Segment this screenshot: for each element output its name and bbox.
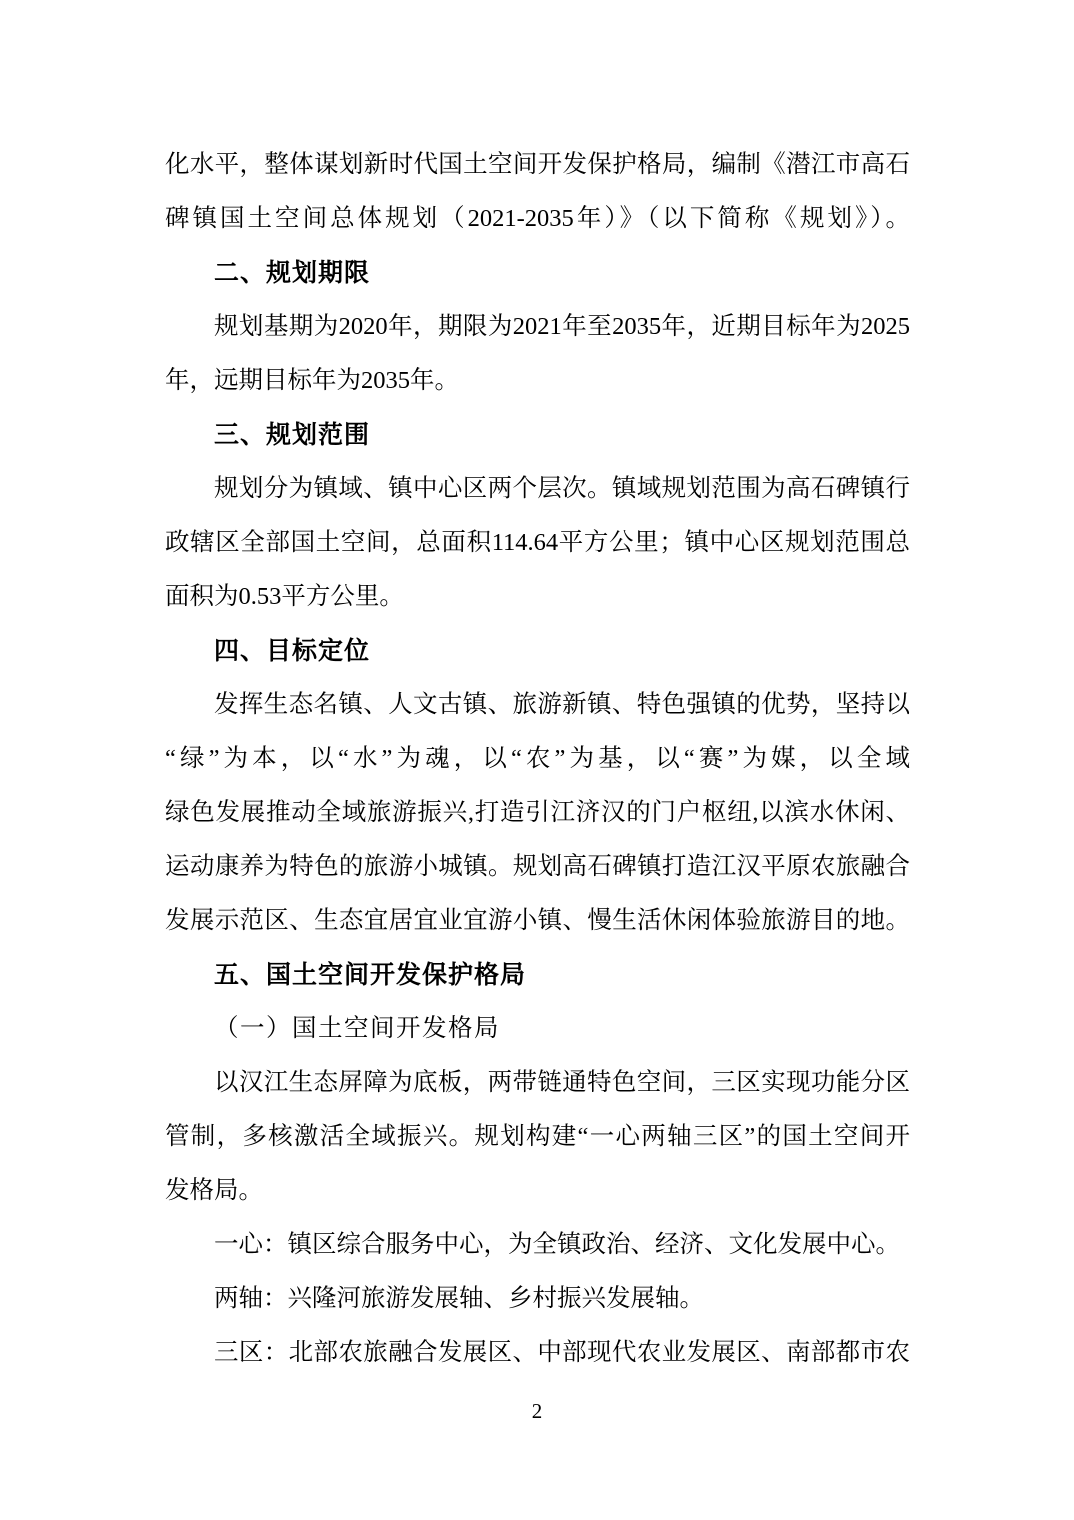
text-line: 政辖区全部国土空间，总面积114.64平方公里；镇中心区规划范围总 [165, 529, 910, 556]
text-line: 运动康养为特色的旅游小城镇。规划高石碑镇打造江汉平原农旅融合 [165, 853, 910, 880]
para-goal-positioning [165, 678, 910, 948]
text-line: 发挥生态名镇、人文古镇、旅游新镇、特色强镇的优势，坚持以 [214, 691, 910, 718]
text-line: 碑镇国土空间总体规划（2021-2035年）》（以下简称《规划》）。 [165, 205, 910, 232]
section-heading-line: 四、目标定位 [214, 637, 371, 665]
text-line: 管制，多核激活全域振兴。规划构建“一心两轴三区”的国土空间开 [165, 1123, 910, 1150]
text-line: “绿”为本，以“水”为魂，以“农”为基，以“赛”为媒，以全域 [165, 745, 910, 772]
text-line: 面积为0.53平方公里。 [165, 583, 404, 610]
text-line: 规划分为镇域、镇中心区两个层次。镇域规划范围为高石碑镇行 [214, 475, 910, 502]
document-content [165, 138, 910, 1380]
para-development-pattern [165, 1056, 910, 1218]
para-one-center [165, 1218, 910, 1272]
text-line: 年，远期目标年为2035年。 [165, 367, 459, 394]
text-line: 三区：北部农旅融合发展区、中部现代农业发展区、南部都市农 [214, 1339, 910, 1366]
subheading-5-1-development-pattern [165, 1002, 910, 1056]
section-heading-line: 三、规划范围 [214, 421, 371, 449]
heading-section-2-planning-period [165, 246, 910, 300]
text-line: 规划基期为2020年，期限为2021年至2035年，近期目标年为2025 [214, 313, 910, 340]
page-number: 2 [531, 1399, 543, 1423]
text-line: 发展示范区、生态宜居宜业宜游小镇、慢生活休闲体验旅游目的地。 [165, 907, 910, 934]
text-line: 绿色发展推动全域旅游振兴,打造引江济汉的门户枢纽,以滨水休闲、 [165, 799, 910, 826]
para-planning-period [165, 300, 910, 408]
text-line: （一）国土空间开发格局 [214, 1015, 500, 1042]
heading-section-5-territorial-pattern [165, 948, 910, 1002]
heading-section-3-planning-scope [165, 408, 910, 462]
text-line: 两轴：兴隆河旅游发展轴、乡村振兴发展轴。 [214, 1285, 704, 1312]
para-intro-continuation [165, 138, 910, 246]
text-line: 化水平，整体谋划新时代国土空间开发保护格局，编制《潜江市高石 [165, 151, 910, 178]
section-heading-line: 五、国土空间开发保护格局 [214, 961, 527, 989]
text-line: 以汉江生态屏障为底板，两带链通特色空间，三区实现功能分区 [214, 1069, 910, 1096]
text-line: 发格局。 [165, 1177, 263, 1204]
para-three-zones [165, 1326, 910, 1380]
para-two-axes [165, 1272, 910, 1326]
heading-section-4-goal-positioning [165, 624, 910, 678]
text-line: 一心：镇区综合服务中心，为全镇政治、经济、文化发展中心。 [214, 1231, 900, 1258]
para-planning-scope [165, 462, 910, 624]
section-heading-line: 二、规划期限 [214, 259, 371, 287]
